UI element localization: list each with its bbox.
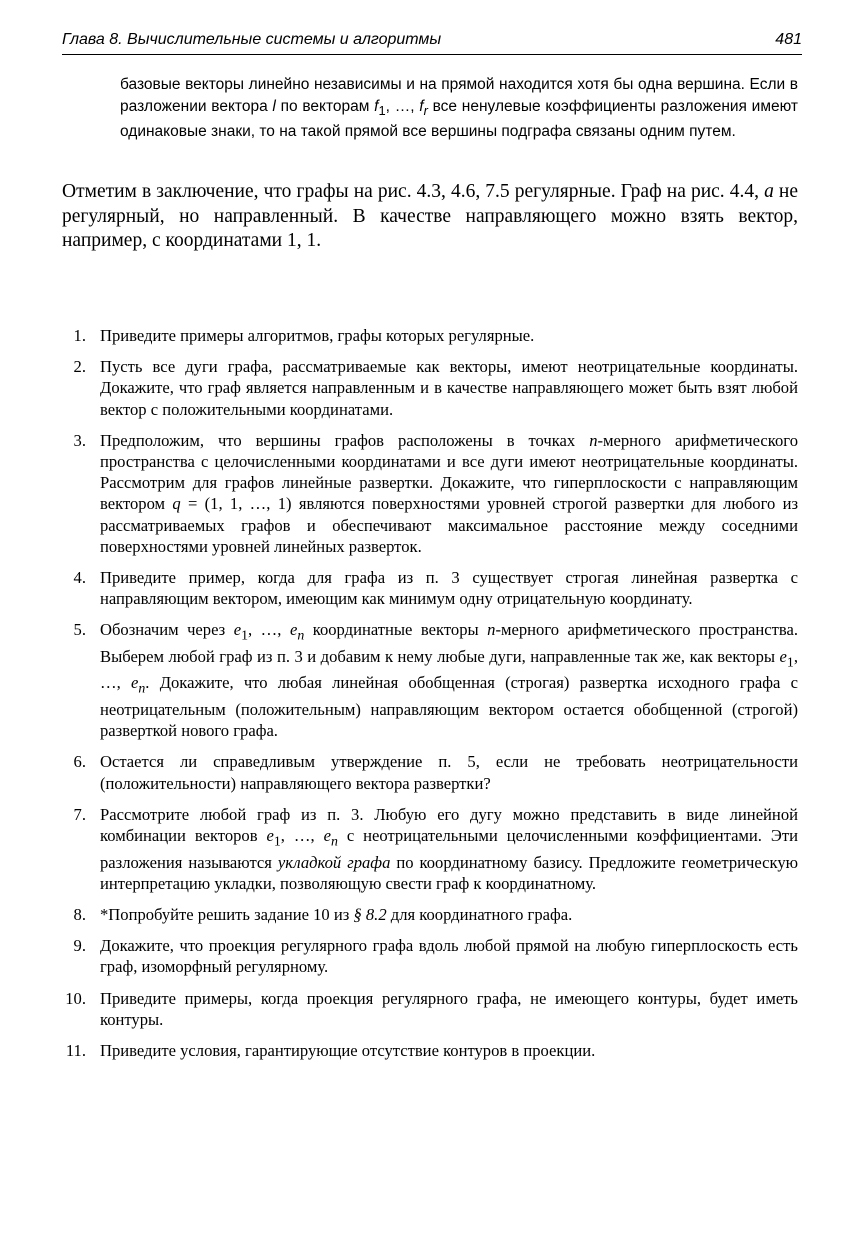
math-var: q: [172, 494, 181, 514]
math-subscript: 1: [273, 833, 281, 849]
math-var: а: [764, 181, 774, 202]
exercise-text: с неотрицательными целочисленными коэффициентами. Эти разложения называются: [100, 826, 798, 872]
math-subscript: r: [423, 102, 428, 118]
exercise-text: по координатному базису. Предложите геометрическую интерпретацию укладки, позволяющую свести граф к координатному.: [100, 852, 799, 893]
exercise-number: 9.: [73, 936, 86, 956]
exercise-number: 10.: [65, 988, 86, 1008]
paragraph-text: Отметим в заключение, что графы на рис. 4.3, 4.6, 7.5 регулярные. Граф на рис. 4.4,: [62, 181, 765, 202]
exercise-item: [62, 988, 798, 1030]
note-text: по векторам: [275, 97, 375, 115]
exercise-text: Приведите примеры, когда проекция регулярного графа, не имеющего контуры, будет иметь контуры.: [100, 988, 798, 1029]
exercise-number: 2.: [73, 357, 86, 377]
exercise-text: Остается ли справедливым утверждение п. 5, если не требовать неотрицательности (положительности) направляющего вектора развертки?: [100, 752, 798, 793]
chapter-title: Глава 8. Вычислительные системы и алгоритмы: [62, 31, 442, 48]
exercise-item: [62, 751, 798, 793]
exercise-text: Приведите условия, гарантирующие отсутствие контуров в проекции.: [100, 1040, 596, 1060]
exercise-item: [62, 904, 798, 925]
exercise-item: [62, 325, 798, 346]
exercise-number: 8.: [73, 904, 86, 924]
exercise-text: . Докажите, что любая линейная обобщенная (строгая) развертка исходного графа с неотрицательным (положительным) направляющим вектором остается обобщенной (строгой) разверткой нового графа.: [100, 673, 798, 741]
exercise-text: = (1, 1, …, 1) являются поверхностями уровней строгой развертки для любого из рассматриваемых графов и обеспечивают максимальное расстояние между соседними поверхностями уровней линейных разверток.: [100, 494, 799, 556]
math-var: e: [323, 826, 331, 845]
exercise-text: Обозначим через: [100, 620, 234, 640]
conclusion-paragraph: [62, 180, 798, 254]
exercise-item: [62, 935, 798, 977]
exercise-list: [62, 325, 798, 1071]
exercise-text: координатные векторы: [304, 620, 488, 640]
paragraph-text: не регулярный, но направленный. В качестве направляющего можно взять вектор, например, с координатами 1, 1.: [62, 181, 799, 251]
exercise-number: 4.: [73, 568, 86, 588]
math-subscript: 1: [378, 102, 386, 118]
emphasis-term: укладкой графа: [277, 852, 391, 872]
note-text: базовые векторы линейно независимы и на прямой находится хотя бы одна вершина. Если в разложении вектора: [120, 76, 798, 115]
math-subscript: n: [297, 627, 305, 643]
exercise-item: [62, 567, 798, 609]
math-var: n: [487, 620, 496, 640]
math-subscript: n: [330, 833, 338, 849]
running-header: [62, 30, 802, 55]
note-paragraph: [120, 74, 798, 143]
math-var: l: [272, 97, 276, 115]
exercise-number: 6.: [73, 752, 86, 772]
exercise-text: Приведите пример, когда для графа из п. 3 существует строгая линейная развертка с направляющим вектором, имеющим как минимум одну отрицательную координату.: [100, 568, 798, 609]
exercise-text: Рассмотрите любой граф из п. 3. Любую его дугу можно представить в виде линейной комбинации векторов: [100, 804, 798, 845]
exercise-number: 7.: [73, 804, 86, 824]
exercise-item: [62, 804, 798, 894]
exercise-text: -мерного арифметического пространства с целочисленными координатами и все дуги имеют неотрицательные координаты. Рассмотрим для графов линейные развертки. Докажите, что гиперплоскости с направляющим вектором: [100, 430, 798, 514]
math-var: e: [233, 620, 242, 640]
note-text: все ненулевые коэффициенты разложения имеют одинаковые знаки, то на такой прямой все вершины подграфа связаны одним путем.: [120, 97, 798, 141]
exercise-text: Предположим, что вершины графов расположены в точках: [100, 430, 590, 450]
math-var: e: [289, 620, 298, 640]
exercise-text: для координатного графа.: [386, 904, 573, 924]
exercise-text: , …,: [280, 826, 324, 845]
exercise-text: , …,: [100, 646, 798, 693]
exercise-text: , …,: [248, 620, 290, 640]
exercise-text: *Попробуйте решить задание 10 из: [100, 904, 354, 924]
math-var: e: [266, 826, 274, 845]
math-var: e: [779, 646, 787, 666]
math-var: e: [131, 673, 139, 693]
exercise-number: 5.: [73, 620, 86, 640]
math-var: f: [374, 97, 379, 115]
exercise-number: 1.: [73, 326, 86, 345]
page-number: 481: [775, 31, 802, 48]
exercise-text: Приведите примеры алгоритмов, графы которых регулярные.: [100, 326, 535, 345]
exercise-text: -мерного арифметического пространства. Выберем любой граф из п. 3 и добавим к нему любые дуги, направленные так же, как векторы: [100, 620, 799, 666]
exercise-text: Докажите, что проекция регулярного графа вдоль любой прямой на любую гиперплоскость есть граф, изоморфный регулярному.: [100, 936, 798, 977]
exercise-item: [62, 356, 798, 420]
exercise-number: 11.: [65, 1040, 86, 1060]
exercise-item: [62, 1040, 798, 1061]
exercise-text: Пусть все дуги графа, рассматриваемые как векторы, имеют неотрицательные координаты. Докажите, что граф является направленным и в качестве направляющего может быть взят любой вектор с положительными координатами.: [100, 357, 798, 419]
math-subscript: n: [138, 680, 146, 696]
math-var: n: [589, 430, 598, 450]
exercise-item: [62, 619, 798, 741]
math-subscript: 1: [241, 627, 249, 643]
note-text: , …,: [385, 97, 420, 115]
exercise-item: [62, 430, 798, 557]
math-subscript: 1: [786, 654, 794, 670]
exercise-number: 3.: [73, 430, 86, 450]
math-var: f: [419, 97, 424, 115]
section-reference: § 8.2: [353, 904, 387, 924]
